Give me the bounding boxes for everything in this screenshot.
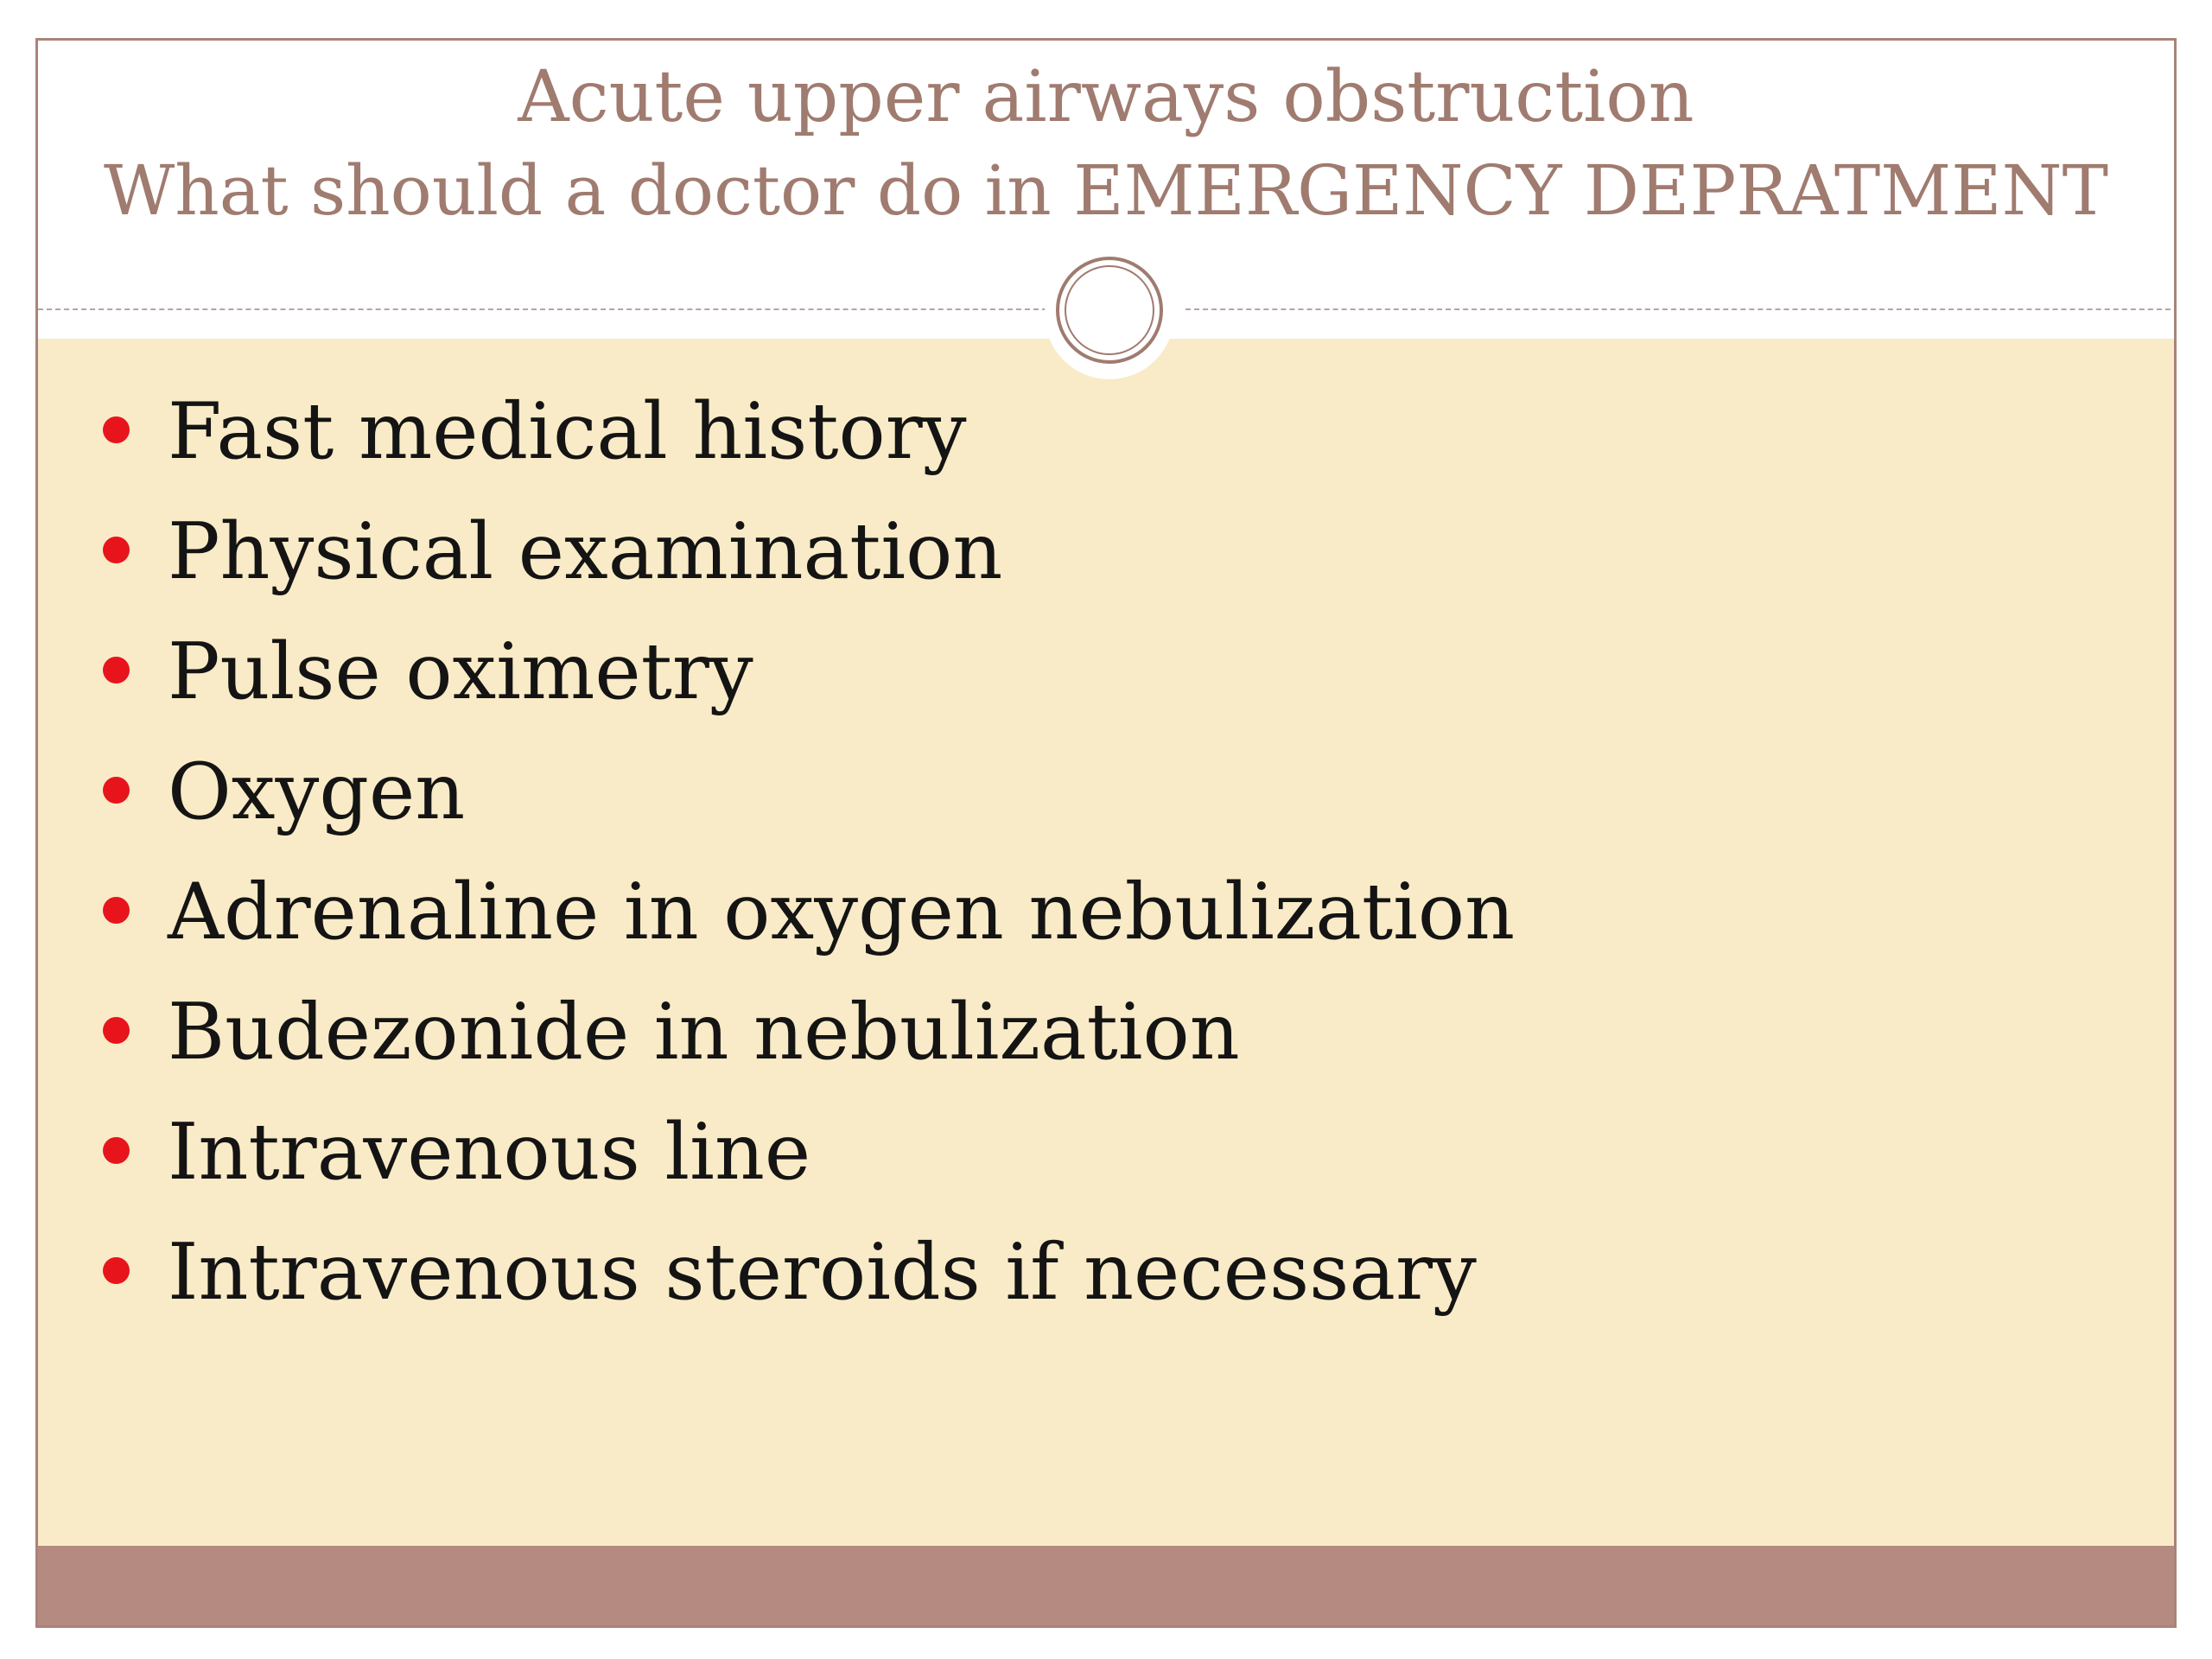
bullet-dot-icon — [103, 777, 130, 804]
list-item-text: Oxygen — [168, 747, 466, 837]
bullet-dot-icon — [103, 897, 130, 924]
bullet-dot-icon — [103, 537, 130, 563]
list-item-text: Budezonide in nebulization — [168, 987, 1240, 1077]
footer-bar — [38, 1546, 2174, 1625]
list-item-text: Pulse oximetry — [168, 626, 753, 717]
slide-title — [38, 51, 2174, 238]
list-item-text: Fast medical history — [168, 386, 967, 477]
circle-ornament-icon — [1056, 257, 1163, 364]
list-item-text: Adrenaline in oxygen nebulization — [168, 867, 1516, 957]
slide — [35, 38, 2177, 1628]
bullet-dot-icon — [103, 1017, 130, 1044]
bullet-dot-icon — [103, 657, 130, 683]
list-item-text: Physical examination — [168, 506, 1003, 597]
bullet-dot-icon — [103, 416, 130, 443]
list-item-text: Intravenous line — [168, 1107, 811, 1198]
list-item-text: Intravenous steroids if necessary — [168, 1227, 1477, 1318]
bullet-dot-icon — [103, 1257, 130, 1284]
slide-title-line-1: Acute upper airways obstruction — [518, 56, 1694, 138]
title-divider-right — [1185, 308, 2177, 310]
title-divider-left — [38, 308, 1056, 310]
slide-title-line-2: What should a doctor do in EMERGENCY DEPRATMENT — [104, 150, 2108, 231]
bullet-dot-icon — [103, 1137, 130, 1164]
